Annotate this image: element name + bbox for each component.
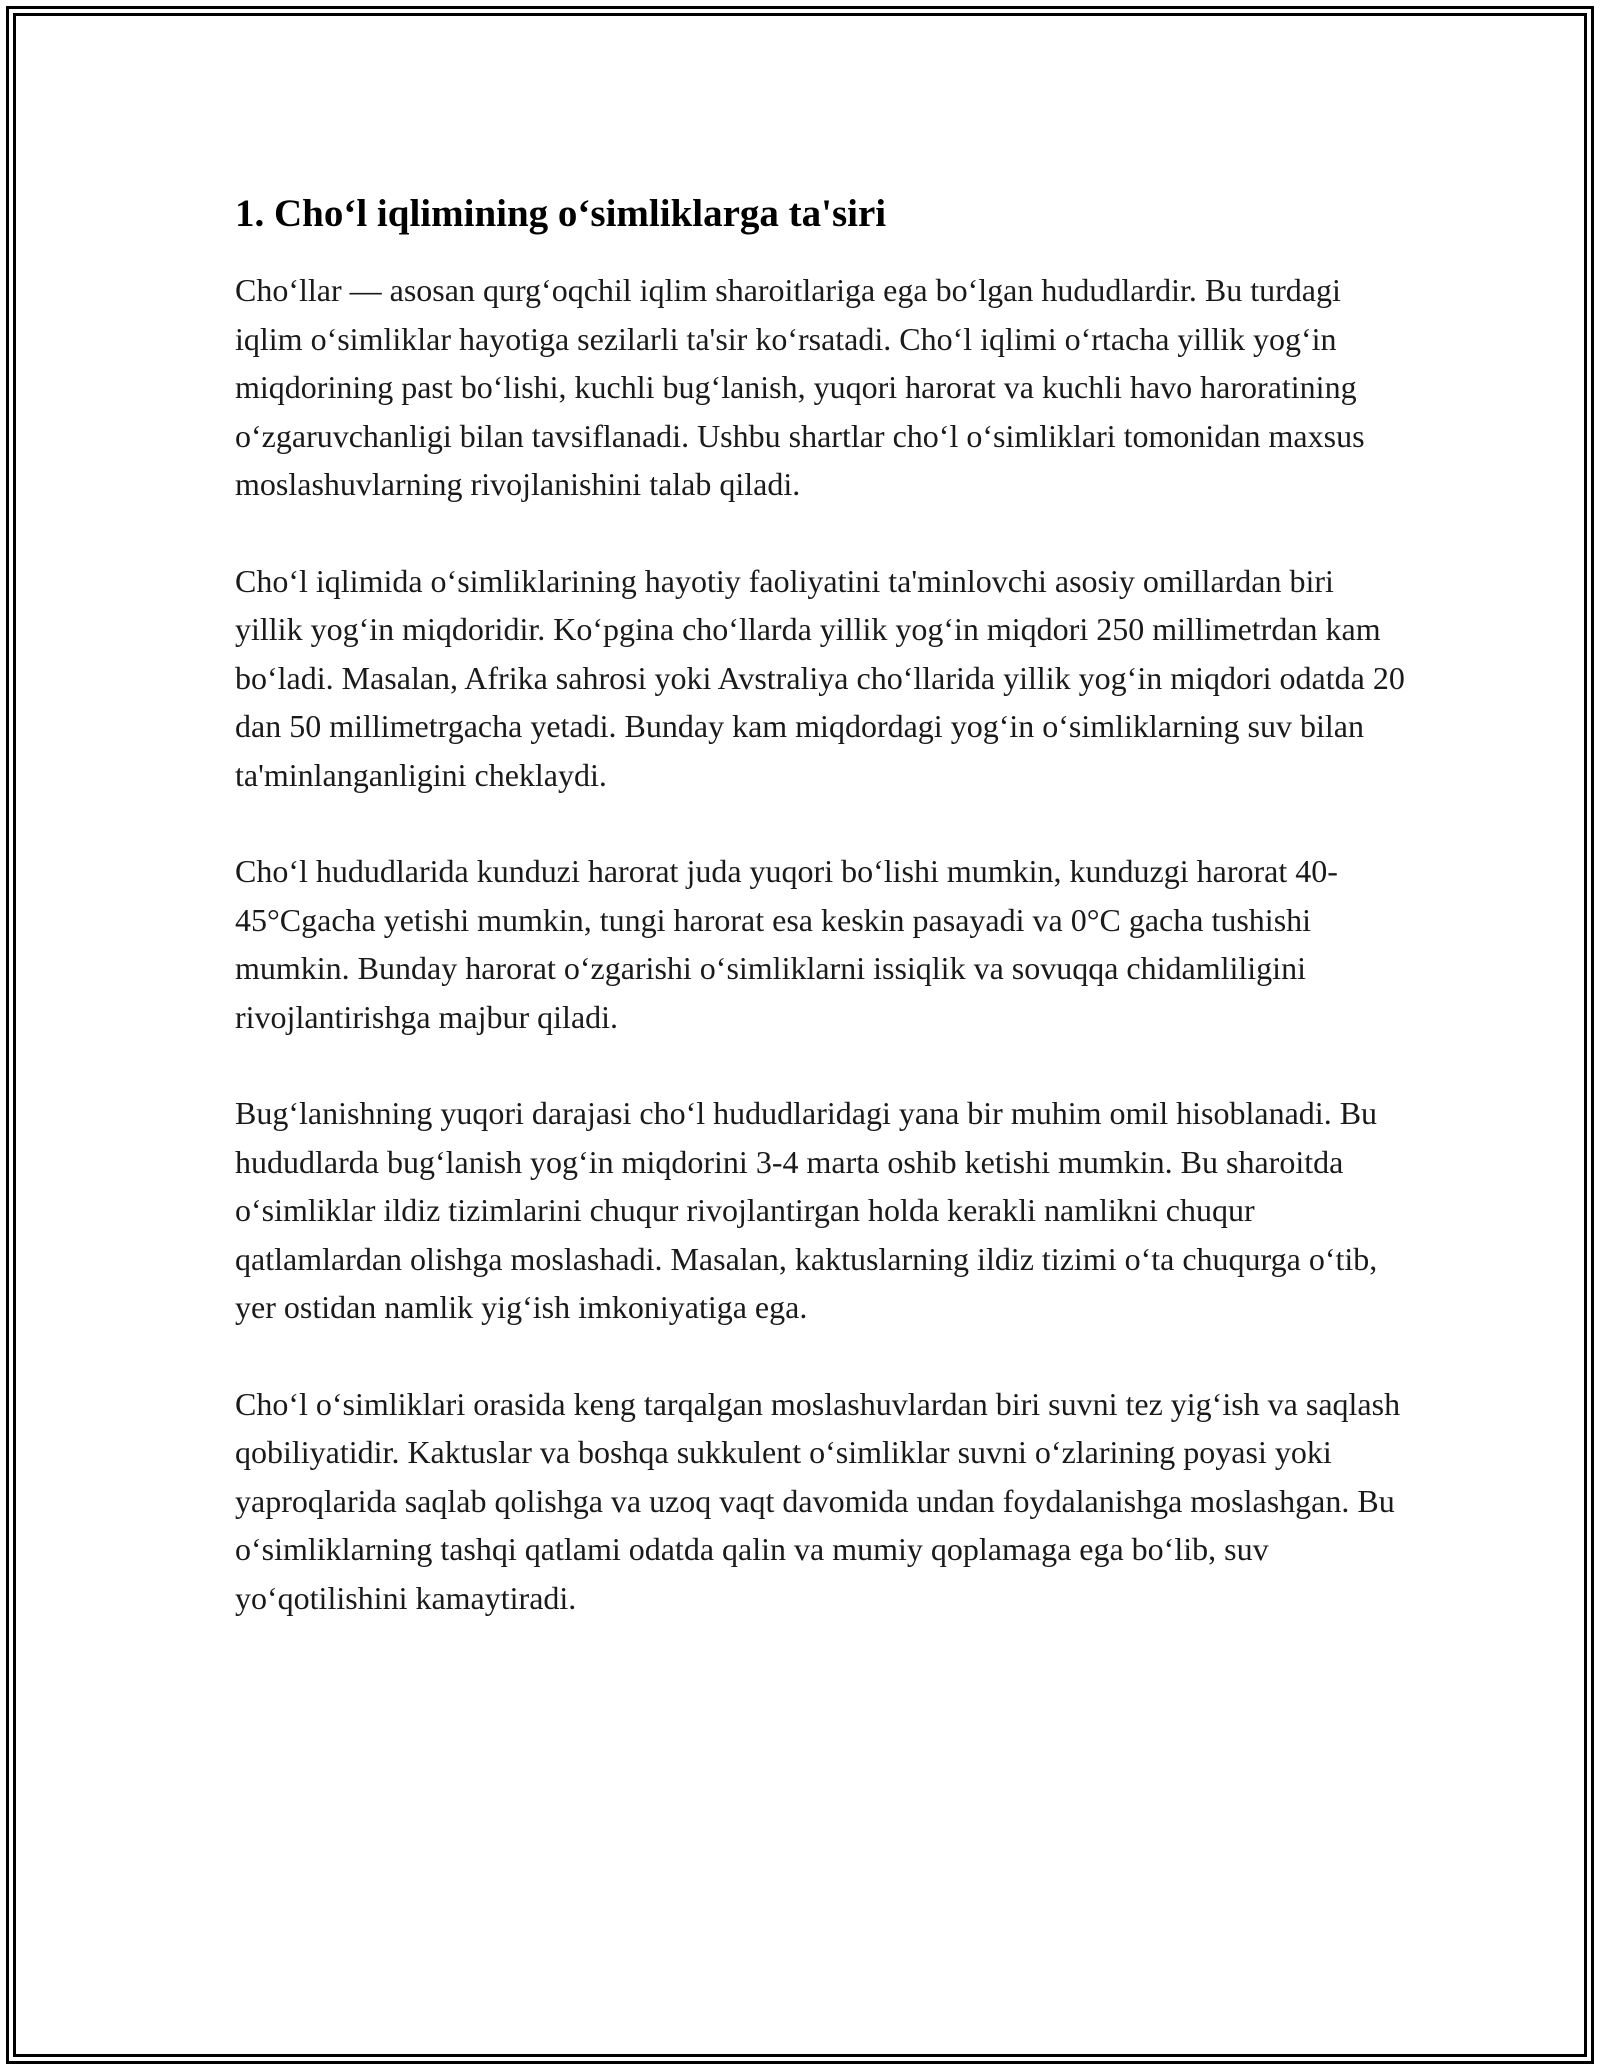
section-heading: 1. Cho‘l iqlimining o‘simliklarga ta'siri — [235, 192, 887, 235]
paragraph-3: Cho‘l hududlarida kunduzi harorat juda yuqori bo‘lishi mumkin, kunduzgi harorat 40-45°Cgacha yetishi mumkin, tungi harorat esa keskin pasayadi va 0°C gacha tushishi mumkin. Bunday harorat o‘zgarishi o‘simliklarni issiqlik va sovuqqa chidamliligini rivojlantirishga majbur qiladi. — [235, 853, 1338, 1035]
paragraph-4: Bug‘lanishning yuqori darajasi cho‘l hududlaridagi yana bir muhim omil hisoblanadi. Bu hududlarda bug‘lanish yog‘in miqdorini 3-4 marta oshib ketishi mumkin. Bu sharoitda o‘simliklar ildiz tizimlarini chuqur rivojlantirgan holda kerakli namlikni chuqur qatlamlardan olishga moslashadi. Masalan, kaktuslarning ildiz tizimi o‘ta chuqurga o‘tib, yer ostidan namlik yig‘ish imkoniyatiga ega. — [235, 1095, 1378, 1325]
document-body — [235, 186, 1405, 1670]
paragraph-5: Cho‘l o‘simliklari orasida keng tarqalgan moslashuvlardan biri suvni tez yig‘ish va saqlash qobiliyatidir. Kaktuslar va boshqa sukkulent o‘simliklar suvni o‘zlarining poyasi yoki yaproqlarida saqlab qolishga va uzoq vaqt davomida undan foydalanishga moslashgan. Bu o‘simliklarning tashqi qatlami odatda qalin va mumiy qoplamaga ega bo‘lib, suv yo‘qotilishini kamaytiradi. — [235, 1385, 1401, 1616]
paragraph-1: Cho‘llar — asosan qurg‘oqchil iqlim sharoitlariga ega bo‘lgan hududlardir. Bu turdagi iqlim o‘simliklar hayotiga sezilarli ta'sir ko‘rsatadi. Cho‘l iqlimi o‘rtacha yillik yog‘in miqdorining past bo‘lishi, kuchli bug‘lanish, yuqori harorat va kuchli havo haroratining o‘zgaruvchanligi bilan tavsiflanadi. Ushbu shartlar cho‘l o‘simliklari tomonidan maxsus moslashuvlarning rivojlanishini talab qiladi. — [235, 272, 1365, 502]
paragraph-2: Cho‘l iqlimida o‘simliklarining hayotiy faoliyatini ta'minlovchi asosiy omillardan biri yillik yog‘in miqdoridir. Ko‘pgina cho‘llarda yillik yog‘in miqdori 250 millimetrdan kam bo‘ladi. Masalan, Afrika sahrosi yoki Avstraliya cho‘llarida yillik yog‘in miqdori odatda 20 dan 50 millimetrgacha yetadi. Bunday kam miqdordagi yog‘in o‘simliklarning suv bilan ta'minlanganligini cheklaydi. — [235, 562, 1405, 793]
